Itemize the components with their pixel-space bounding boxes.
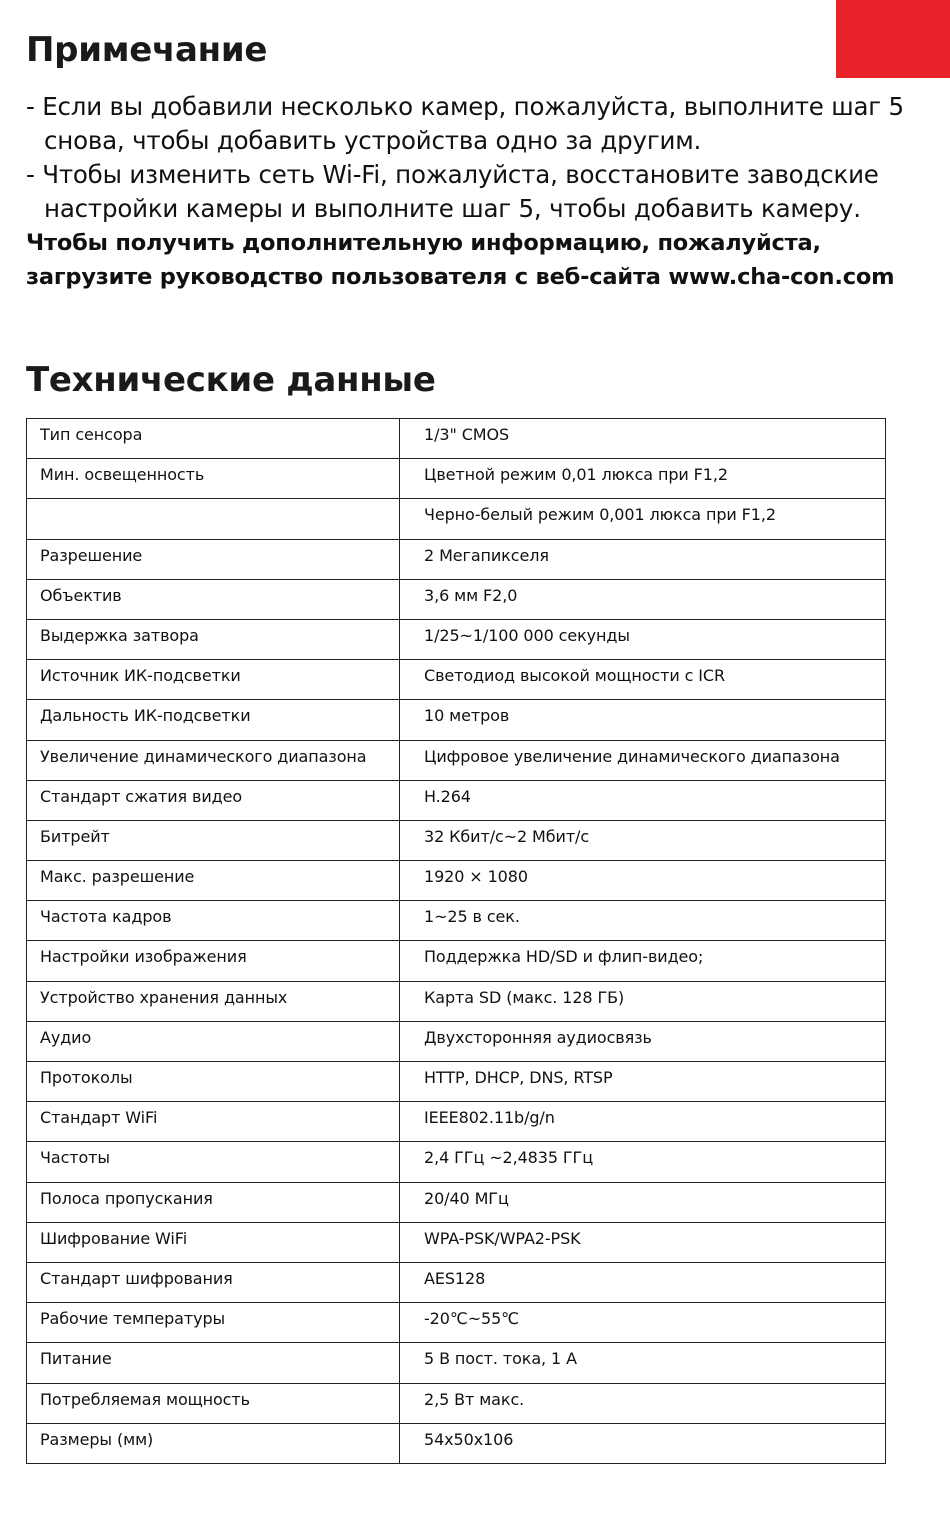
spec-value: Двухсторонняя аудиосвязь [400, 1021, 886, 1061]
table-row [27, 1222, 886, 1262]
spec-value: Цветной режим 0,01 люкса при F1,2 [400, 459, 886, 499]
specs-table [26, 418, 886, 1464]
spec-value: HTTP, DHCP, DNS, RTSP [400, 1062, 886, 1102]
spec-label: Стандарт WiFi [27, 1102, 400, 1142]
spec-label: Дальность ИК-подсветки [27, 700, 400, 740]
spec-label: Полоса пропускания [27, 1182, 400, 1222]
spec-label: Устройство хранения данных [27, 981, 400, 1021]
spec-label: Увеличение динамического диапазона [27, 740, 400, 780]
spec-value: 1~25 в сек. [400, 901, 886, 941]
red-corner-tab [836, 0, 950, 78]
table-row [27, 861, 886, 901]
note-item: - Если вы добавили несколько камер, пожалуйста, выполните шаг 5 снова, чтобы добавить устройства одно за другим. [26, 92, 904, 155]
spec-value: 54x50x106 [400, 1423, 886, 1463]
spec-value: AES128 [400, 1262, 886, 1302]
spec-label: Тип сенсора [27, 419, 400, 459]
table-row [27, 619, 886, 659]
table-row [27, 499, 886, 539]
spec-label: Выдержка затвора [27, 619, 400, 659]
note-title: Примечание [26, 30, 268, 70]
spec-label: Потребляемая мощность [27, 1383, 400, 1423]
table-row [27, 941, 886, 981]
table-row [27, 780, 886, 820]
spec-value: 32 Кбит/с~2 Мбит/с [400, 820, 886, 860]
table-row [27, 740, 886, 780]
table-row [27, 820, 886, 860]
spec-label: Протоколы [27, 1062, 400, 1102]
spec-label: Битрейт [27, 820, 400, 860]
note-item: - Чтобы изменить сеть Wi-Fi, пожалуйста, восстановите заводские настройки камеры и выполните шаг 5, чтобы добавить камеру. [26, 160, 879, 223]
note-more-info: Чтобы получить дополнительную информацию, пожалуйста, загрузите руководство пользователя с веб-сайта www.cha-con.com [26, 230, 895, 290]
spec-value: 1/25~1/100 000 секунды [400, 619, 886, 659]
spec-value: Карта SD (макс. 128 ГБ) [400, 981, 886, 1021]
spec-value: Черно-белый режим 0,001 люкса при F1,2 [400, 499, 886, 539]
table-row [27, 1423, 886, 1463]
spec-value: IEEE802.11b/g/n [400, 1102, 886, 1142]
spec-value: WPA-PSK/WPA2-PSK [400, 1222, 886, 1262]
table-row [27, 1262, 886, 1302]
spec-label: Рабочие температуры [27, 1303, 400, 1343]
spec-value: 2,4 ГГц ~2,4835 ГГц [400, 1142, 886, 1182]
spec-value: 2,5 Вт макс. [400, 1383, 886, 1423]
table-row [27, 1343, 886, 1383]
table-row [27, 1102, 886, 1142]
table-row [27, 1142, 886, 1182]
spec-value: H.264 [400, 780, 886, 820]
spec-label: Частоты [27, 1142, 400, 1182]
spec-value: 20/40 МГц [400, 1182, 886, 1222]
spec-label: Размеры (мм) [27, 1423, 400, 1463]
table-row [27, 1303, 886, 1343]
spec-label: Стандарт шифрования [27, 1262, 400, 1302]
spec-value: -20℃~55℃ [400, 1303, 886, 1343]
spec-label: Стандарт сжатия видео [27, 780, 400, 820]
table-row [27, 700, 886, 740]
spec-value: 10 метров [400, 700, 886, 740]
table-row [27, 1062, 886, 1102]
spec-value: Цифровое увеличение динамического диапазона [400, 740, 886, 780]
table-row [27, 901, 886, 941]
spec-label [27, 499, 400, 539]
table-row [27, 1021, 886, 1061]
spec-label: Частота кадров [27, 901, 400, 941]
table-row [27, 539, 886, 579]
table-row [27, 1182, 886, 1222]
table-row [27, 660, 886, 700]
spec-value: Поддержка HD/SD и флип-видео; [400, 941, 886, 981]
spec-value: 1/3" CMOS [400, 419, 886, 459]
spec-value: 1920 × 1080 [400, 861, 886, 901]
table-row [27, 1383, 886, 1423]
table-row [27, 419, 886, 459]
spec-value: 5 В пост. тока, 1 А [400, 1343, 886, 1383]
table-row [27, 981, 886, 1021]
spec-label: Источник ИК-подсветки [27, 660, 400, 700]
specs-title: Технические данные [26, 360, 436, 400]
spec-value: 2 Мегапикселя [400, 539, 886, 579]
spec-value: Светодиод высокой мощности с ICR [400, 660, 886, 700]
spec-label: Аудио [27, 1021, 400, 1061]
table-row [27, 459, 886, 499]
spec-label: Макс. разрешение [27, 861, 400, 901]
spec-label: Разрешение [27, 539, 400, 579]
specs-table-body [27, 419, 886, 1464]
spec-value: 3,6 мм F2,0 [400, 579, 886, 619]
note-section [26, 90, 906, 294]
spec-label: Мин. освещенность [27, 459, 400, 499]
spec-label: Шифрование WiFi [27, 1222, 400, 1262]
spec-label: Объектив [27, 579, 400, 619]
spec-label: Питание [27, 1343, 400, 1383]
spec-label: Настройки изображения [27, 941, 400, 981]
table-row [27, 579, 886, 619]
